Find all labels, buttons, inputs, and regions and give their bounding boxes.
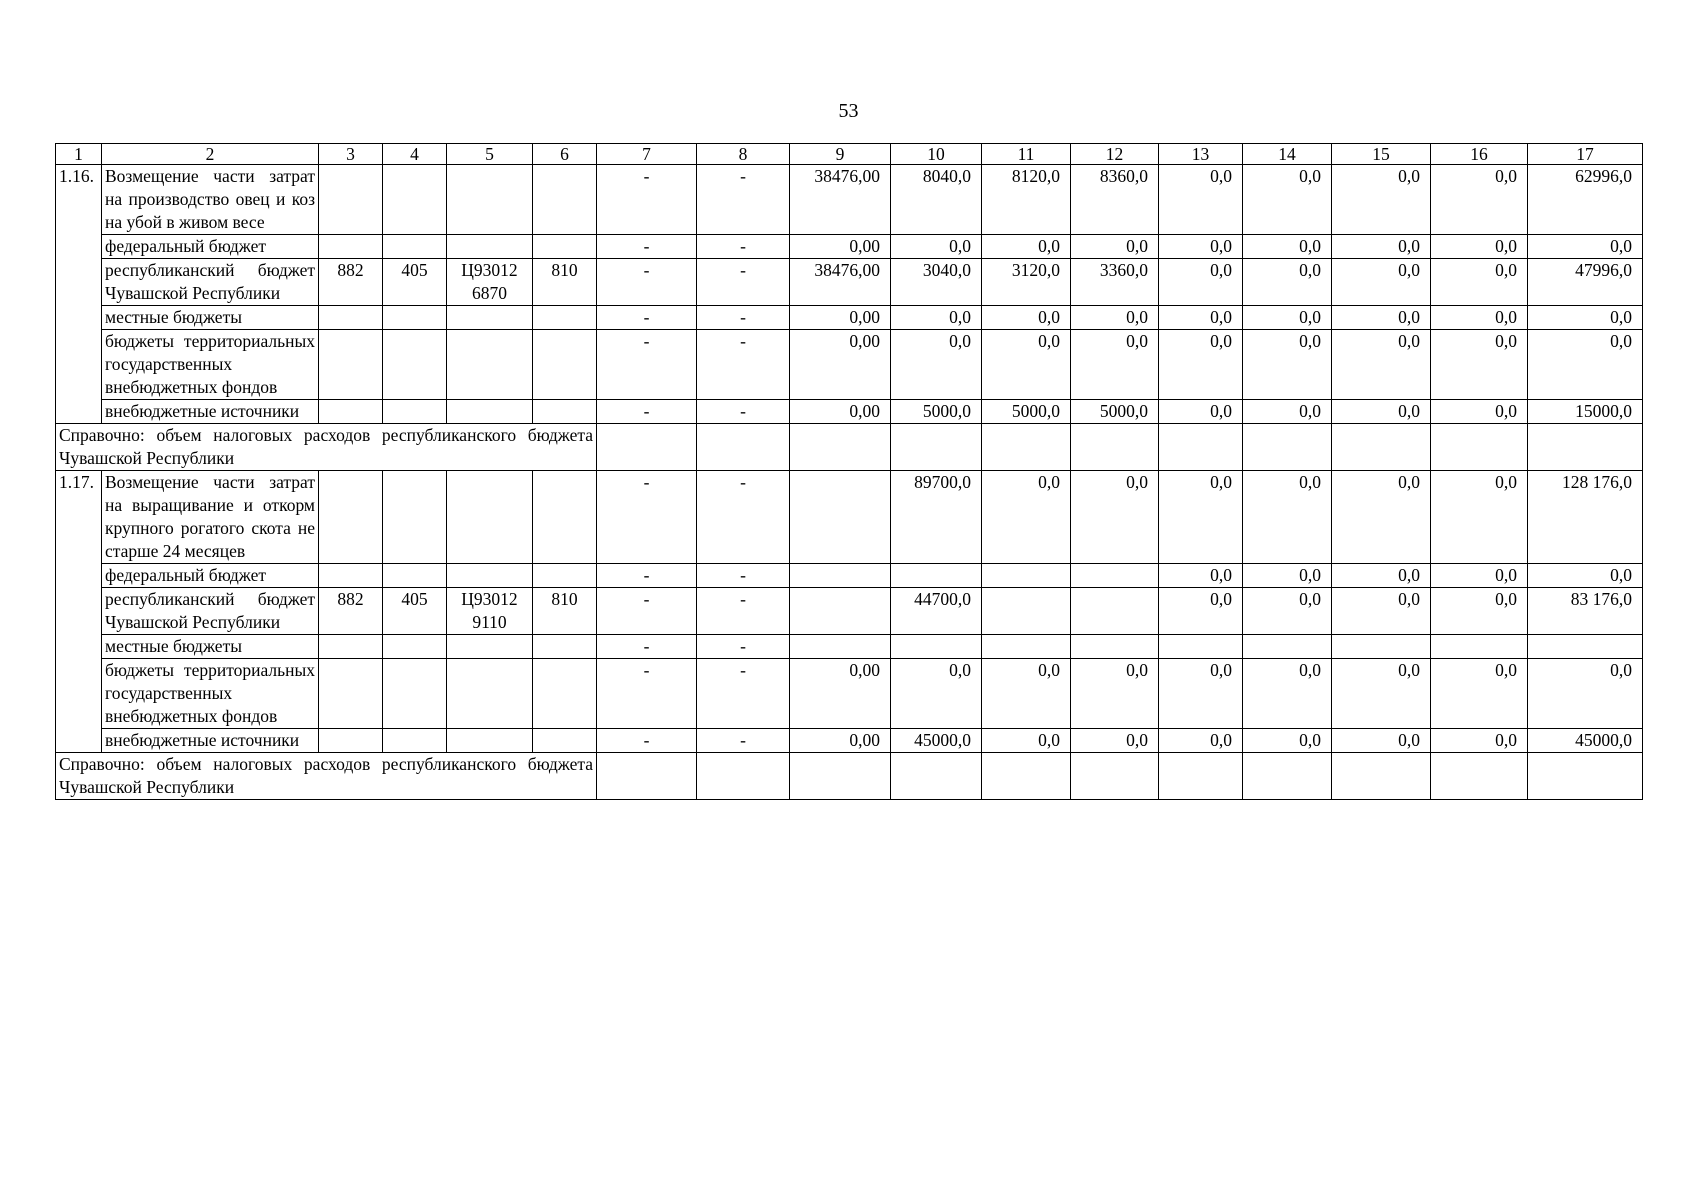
cell-code-6 xyxy=(533,659,597,729)
cell-value: 0,0 xyxy=(891,659,982,729)
cell-code-8: - xyxy=(697,659,790,729)
cell-code-4 xyxy=(383,471,447,564)
row-label: местные бюджеты xyxy=(102,306,319,330)
cell-code-5 xyxy=(447,306,533,330)
cell-code-8: - xyxy=(697,635,790,659)
cell-value xyxy=(982,635,1071,659)
reference-cell xyxy=(891,753,982,800)
reference-cell xyxy=(1431,424,1528,471)
reference-label: Справочно: объем налоговых расходов республиканского бюджета Чувашской Республики xyxy=(56,753,597,800)
reference-cell xyxy=(982,753,1071,800)
cell-value: 0,0 xyxy=(1431,588,1528,635)
cell-value: 0,0 xyxy=(1243,330,1332,400)
row-label: бюджеты территориальных государственных внебюджетных фондов xyxy=(102,330,319,400)
cell-value: 0,0 xyxy=(1071,471,1159,564)
cell-code-6: 810 xyxy=(533,259,597,306)
cell-code-7: - xyxy=(597,259,697,306)
cell-value: 0,0 xyxy=(1431,471,1528,564)
column-number: 4 xyxy=(383,144,447,165)
cell-value: 0,0 xyxy=(1332,564,1431,588)
cell-value: 0,0 xyxy=(1071,306,1159,330)
cell-value: 47996,0 xyxy=(1528,259,1643,306)
table-row xyxy=(56,588,1643,635)
cell-value: 0,0 xyxy=(1431,659,1528,729)
cell-value: 15000,0 xyxy=(1528,400,1643,424)
cell-code-6 xyxy=(533,471,597,564)
cell-code-6 xyxy=(533,564,597,588)
cell-value: 0,0 xyxy=(982,330,1071,400)
cell-code-8: - xyxy=(697,165,790,235)
cell-value: 0,00 xyxy=(790,235,891,259)
cell-value: 0,0 xyxy=(1159,588,1243,635)
cell-value: 0,0 xyxy=(1528,235,1643,259)
budget-table xyxy=(55,143,1643,800)
cell-code-5 xyxy=(447,165,533,235)
cell-value: 0,0 xyxy=(1528,306,1643,330)
reference-cell xyxy=(790,753,891,800)
cell-value: 45000,0 xyxy=(891,729,982,753)
cell-value: 0,0 xyxy=(891,235,982,259)
cell-code-8: - xyxy=(697,588,790,635)
cell-code-6 xyxy=(533,330,597,400)
cell-value: 0,0 xyxy=(891,306,982,330)
cell-value: 0,0 xyxy=(1243,306,1332,330)
cell-value: 0,0 xyxy=(1332,471,1431,564)
cell-value: 0,0 xyxy=(1243,400,1332,424)
cell-value xyxy=(790,564,891,588)
cell-value xyxy=(891,564,982,588)
cell-value: 0,0 xyxy=(982,306,1071,330)
cell-value: 45000,0 xyxy=(1528,729,1643,753)
cell-code-3 xyxy=(319,306,383,330)
cell-value: 0,0 xyxy=(1332,306,1431,330)
cell-value xyxy=(1528,635,1643,659)
cell-value: 0,0 xyxy=(982,471,1071,564)
cell-code-5 xyxy=(447,330,533,400)
table-row xyxy=(56,306,1643,330)
cell-value: 0,0 xyxy=(1159,259,1243,306)
row-label: внебюджетные источники xyxy=(102,729,319,753)
cell-value xyxy=(1071,564,1159,588)
cell-value: 0,0 xyxy=(1528,330,1643,400)
page-number: 53 xyxy=(838,100,859,122)
cell-value: 0,0 xyxy=(1159,235,1243,259)
cell-value: 0,0 xyxy=(1243,659,1332,729)
cell-value: 0,00 xyxy=(790,330,891,400)
cell-value: 0,0 xyxy=(1431,729,1528,753)
reference-cell xyxy=(1431,753,1528,800)
cell-value: 0,0 xyxy=(1431,235,1528,259)
cell-value: 0,0 xyxy=(982,235,1071,259)
table-row xyxy=(56,635,1643,659)
cell-value: 0,0 xyxy=(891,330,982,400)
cell-code-8: - xyxy=(697,235,790,259)
cell-code-7: - xyxy=(597,400,697,424)
cell-code-3 xyxy=(319,165,383,235)
cell-value xyxy=(1431,635,1528,659)
cell-code-6 xyxy=(533,165,597,235)
cell-value: 0,0 xyxy=(1431,330,1528,400)
cell-value: 3360,0 xyxy=(1071,259,1159,306)
row-label: бюджеты территориальных государственных внебюджетных фондов xyxy=(102,659,319,729)
cell-code-4 xyxy=(383,330,447,400)
reference-cell xyxy=(891,424,982,471)
cell-code-8: - xyxy=(697,471,790,564)
cell-value: 3040,0 xyxy=(891,259,982,306)
table-row xyxy=(56,659,1643,729)
cell-code-5 xyxy=(447,564,533,588)
column-number: 6 xyxy=(533,144,597,165)
reference-label: Справочно: объем налоговых расходов республиканского бюджета Чувашской Республики xyxy=(56,424,597,471)
cell-code-8: - xyxy=(697,306,790,330)
section-number: 1.17. xyxy=(56,471,102,753)
table-body xyxy=(56,144,1643,800)
cell-code-7: - xyxy=(597,330,697,400)
cell-code-4 xyxy=(383,306,447,330)
column-number: 7 xyxy=(597,144,697,165)
reference-cell xyxy=(1243,424,1332,471)
cell-code-4 xyxy=(383,659,447,729)
cell-code-3 xyxy=(319,330,383,400)
cell-value: 0,0 xyxy=(1159,471,1243,564)
cell-code-3 xyxy=(319,659,383,729)
cell-code-7: - xyxy=(597,306,697,330)
cell-code-3 xyxy=(319,471,383,564)
reference-cell xyxy=(1159,753,1243,800)
cell-code-5 xyxy=(447,659,533,729)
reference-cell xyxy=(697,424,790,471)
cell-code-6 xyxy=(533,635,597,659)
cell-value: 0,0 xyxy=(1243,729,1332,753)
reference-cell xyxy=(1528,424,1643,471)
cell-code-8: - xyxy=(697,564,790,588)
cell-value xyxy=(1159,635,1243,659)
cell-code-7: - xyxy=(597,165,697,235)
cell-value: 0,0 xyxy=(1332,659,1431,729)
column-number: 9 xyxy=(790,144,891,165)
cell-value: 0,0 xyxy=(1243,564,1332,588)
cell-value: 5000,0 xyxy=(891,400,982,424)
cell-code-4 xyxy=(383,400,447,424)
column-number: 10 xyxy=(891,144,982,165)
row-label: внебюджетные источники xyxy=(102,400,319,424)
cell-value: 0,0 xyxy=(1431,165,1528,235)
cell-value: 0,0 xyxy=(1528,564,1643,588)
row-label: федеральный бюджет xyxy=(102,564,319,588)
cell-value: 0,0 xyxy=(1431,564,1528,588)
cell-code-6 xyxy=(533,729,597,753)
column-number: 2 xyxy=(102,144,319,165)
column-number: 12 xyxy=(1071,144,1159,165)
cell-value xyxy=(790,471,891,564)
cell-value: 0,0 xyxy=(1071,235,1159,259)
row-label: республиканский бюджет Чувашской Республики xyxy=(102,588,319,635)
cell-value: 83 176,0 xyxy=(1528,588,1643,635)
reference-cell xyxy=(790,424,891,471)
cell-code-4 xyxy=(383,165,447,235)
cell-value: 0,0 xyxy=(1159,306,1243,330)
reference-cell xyxy=(697,753,790,800)
row-label: Возмещение части затрат на производство овец и коз на убой в живом весе xyxy=(102,165,319,235)
cell-value: 0,0 xyxy=(1332,259,1431,306)
cell-value: 0,0 xyxy=(1528,659,1643,729)
cell-value: 0,00 xyxy=(790,659,891,729)
cell-value: 0,0 xyxy=(1431,400,1528,424)
cell-code-6 xyxy=(533,306,597,330)
reference-cell xyxy=(597,753,697,800)
row-label: федеральный бюджет xyxy=(102,235,319,259)
cell-value: 0,0 xyxy=(1332,729,1431,753)
table-row xyxy=(56,165,1643,235)
cell-value: 0,0 xyxy=(1243,165,1332,235)
reference-cell xyxy=(1528,753,1643,800)
cell-value xyxy=(982,564,1071,588)
table-row xyxy=(56,471,1643,564)
column-number: 11 xyxy=(982,144,1071,165)
cell-code-3 xyxy=(319,564,383,588)
table-row xyxy=(56,235,1643,259)
cell-value: 5000,0 xyxy=(982,400,1071,424)
reference-row xyxy=(56,753,1643,800)
cell-value: 0,0 xyxy=(1159,330,1243,400)
cell-value: 0,0 xyxy=(1243,471,1332,564)
column-number: 5 xyxy=(447,144,533,165)
cell-value: 0,0 xyxy=(1243,259,1332,306)
reference-row xyxy=(56,424,1643,471)
section-number: 1.16. xyxy=(56,165,102,424)
row-label: республиканский бюджет Чувашской Республики xyxy=(102,259,319,306)
cell-value: 0,0 xyxy=(982,729,1071,753)
reference-cell xyxy=(982,424,1071,471)
cell-value: 0,0 xyxy=(1332,165,1431,235)
cell-value: 0,0 xyxy=(1243,588,1332,635)
reference-cell xyxy=(1332,424,1431,471)
cell-code-5 xyxy=(447,635,533,659)
cell-code-5 xyxy=(447,400,533,424)
cell-code-8: - xyxy=(697,400,790,424)
cell-code-8: - xyxy=(697,259,790,306)
cell-code-5 xyxy=(447,471,533,564)
cell-code-7: - xyxy=(597,729,697,753)
cell-code-5 xyxy=(447,235,533,259)
cell-value: 0,0 xyxy=(1431,306,1528,330)
cell-code-6 xyxy=(533,235,597,259)
cell-value: 0,0 xyxy=(982,659,1071,729)
table-row xyxy=(56,330,1643,400)
cell-value xyxy=(790,635,891,659)
table-row xyxy=(56,564,1643,588)
column-number: 1 xyxy=(56,144,102,165)
column-number: 17 xyxy=(1528,144,1643,165)
cell-code-8: - xyxy=(697,729,790,753)
cell-value: 128 176,0 xyxy=(1528,471,1643,564)
cell-value: 3120,0 xyxy=(982,259,1071,306)
reference-cell xyxy=(1071,424,1159,471)
column-number: 14 xyxy=(1243,144,1332,165)
cell-value xyxy=(1071,635,1159,659)
cell-code-4 xyxy=(383,729,447,753)
cell-code-3 xyxy=(319,635,383,659)
reference-cell xyxy=(1159,424,1243,471)
cell-value: 0,00 xyxy=(790,729,891,753)
column-number: 15 xyxy=(1332,144,1431,165)
cell-code-7: - xyxy=(597,235,697,259)
cell-value: 0,0 xyxy=(1332,588,1431,635)
cell-value: 0,0 xyxy=(1159,400,1243,424)
table-row xyxy=(56,259,1643,306)
cell-value: 0,0 xyxy=(1071,659,1159,729)
cell-code-6 xyxy=(533,400,597,424)
table-row xyxy=(56,729,1643,753)
reference-cell xyxy=(1071,753,1159,800)
cell-code-5: Ц93012 6870 xyxy=(447,259,533,306)
cell-value: 62996,0 xyxy=(1528,165,1643,235)
cell-value: 5000,0 xyxy=(1071,400,1159,424)
column-number: 13 xyxy=(1159,144,1243,165)
cell-value: 44700,0 xyxy=(891,588,982,635)
cell-value: 0,0 xyxy=(1332,330,1431,400)
cell-value: 38476,00 xyxy=(790,165,891,235)
cell-code-4: 405 xyxy=(383,259,447,306)
cell-code-6: 810 xyxy=(533,588,597,635)
cell-code-3 xyxy=(319,235,383,259)
cell-code-3: 882 xyxy=(319,588,383,635)
cell-code-5: Ц93012 9110 xyxy=(447,588,533,635)
cell-code-4: 405 xyxy=(383,588,447,635)
cell-code-4 xyxy=(383,235,447,259)
cell-code-3 xyxy=(319,400,383,424)
cell-code-7: - xyxy=(597,659,697,729)
cell-value xyxy=(891,635,982,659)
cell-value: 38476,00 xyxy=(790,259,891,306)
cell-value: 89700,0 xyxy=(891,471,982,564)
cell-value: 8120,0 xyxy=(982,165,1071,235)
cell-value: 0,00 xyxy=(790,306,891,330)
cell-code-7: - xyxy=(597,471,697,564)
cell-value: 0,0 xyxy=(1159,729,1243,753)
cell-value xyxy=(1071,588,1159,635)
cell-value: 0,0 xyxy=(1431,259,1528,306)
cell-code-3: 882 xyxy=(319,259,383,306)
cell-value: 0,0 xyxy=(1159,659,1243,729)
cell-code-8: - xyxy=(697,330,790,400)
cell-value: 0,0 xyxy=(1071,330,1159,400)
cell-value: 0,0 xyxy=(1332,235,1431,259)
reference-cell xyxy=(1243,753,1332,800)
cell-value: 0,0 xyxy=(1071,729,1159,753)
cell-code-7: - xyxy=(597,564,697,588)
cell-value xyxy=(982,588,1071,635)
cell-value xyxy=(1243,635,1332,659)
cell-value: 0,0 xyxy=(1159,564,1243,588)
cell-code-4 xyxy=(383,564,447,588)
cell-value: 8360,0 xyxy=(1071,165,1159,235)
reference-cell xyxy=(1332,753,1431,800)
row-label: местные бюджеты xyxy=(102,635,319,659)
cell-code-7: - xyxy=(597,635,697,659)
cell-value xyxy=(1332,635,1431,659)
cell-code-4 xyxy=(383,635,447,659)
cell-value: 0,0 xyxy=(1332,400,1431,424)
row-label: Возмещение части затрат на выращивание и откорм крупного рогатого скота не старше 24 месяцев xyxy=(102,471,319,564)
cell-code-5 xyxy=(447,729,533,753)
cell-value: 8040,0 xyxy=(891,165,982,235)
reference-cell xyxy=(597,424,697,471)
cell-value xyxy=(790,588,891,635)
cell-value: 0,0 xyxy=(1159,165,1243,235)
cell-code-3 xyxy=(319,729,383,753)
column-number: 8 xyxy=(697,144,790,165)
column-number: 3 xyxy=(319,144,383,165)
cell-code-7: - xyxy=(597,588,697,635)
cell-value: 0,00 xyxy=(790,400,891,424)
table-row xyxy=(56,400,1643,424)
cell-value: 0,0 xyxy=(1243,235,1332,259)
column-number-row xyxy=(56,144,1643,165)
column-number: 16 xyxy=(1431,144,1528,165)
